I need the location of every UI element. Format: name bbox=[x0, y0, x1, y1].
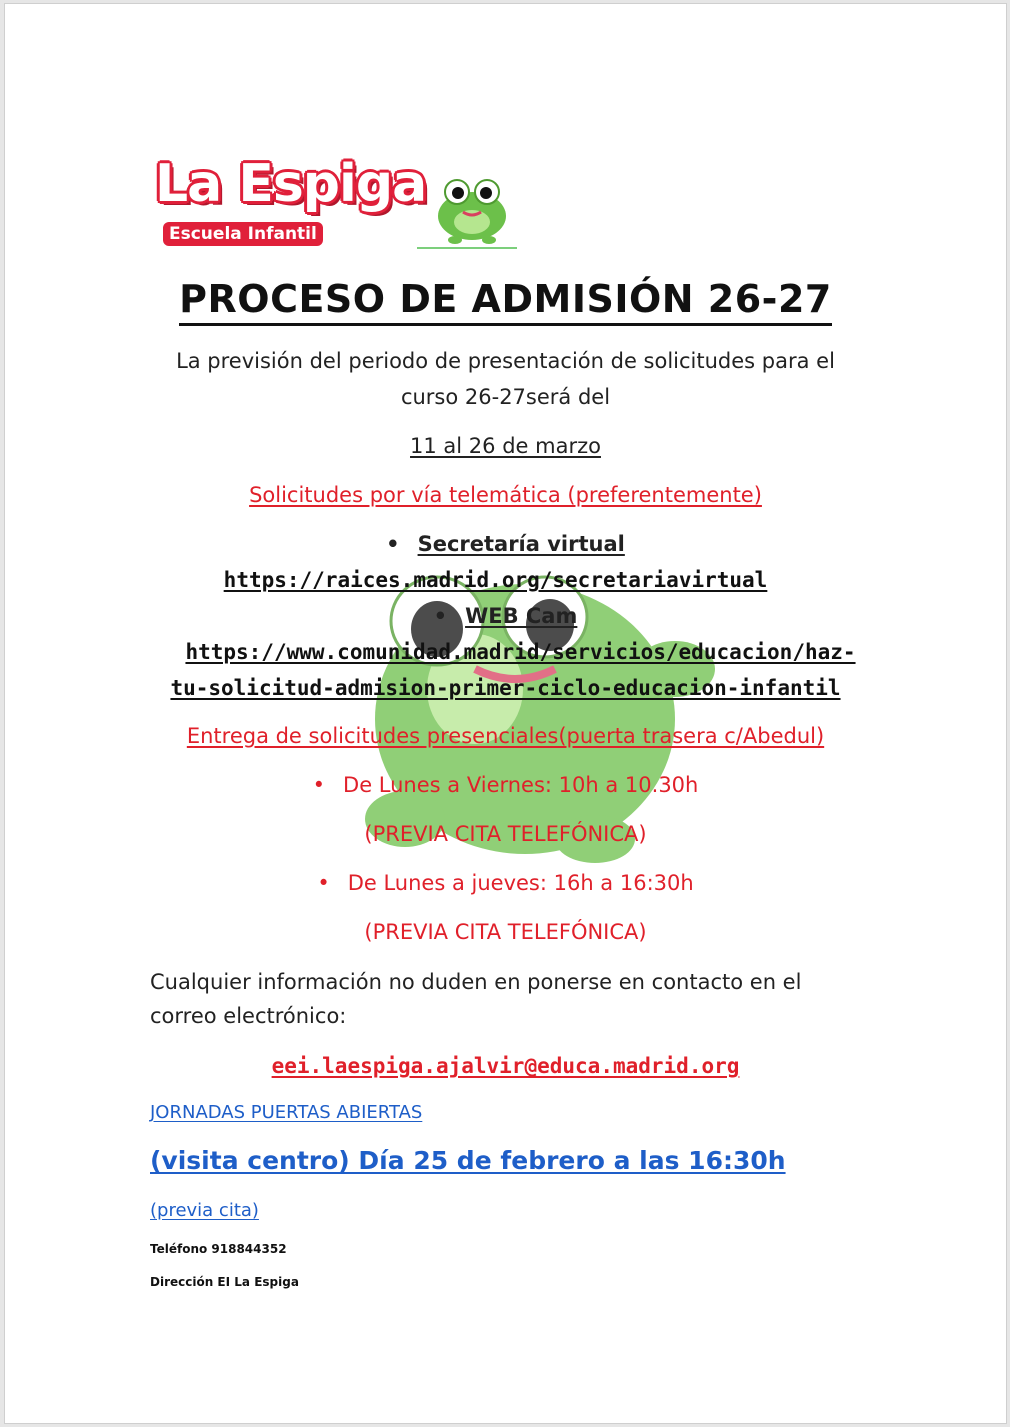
contact-line-2: correo electrónico: bbox=[150, 1004, 347, 1028]
slot-note-2: (PREVIA CITA TELEFÓNICA) bbox=[364, 920, 647, 944]
contact-email-link[interactable]: eei.laespiga.ajalvir@educa.madrid.org bbox=[271, 1054, 740, 1078]
slot-weekdays-morning: • De Lunes a Viernes: 10h a 10.30h bbox=[5, 773, 1006, 797]
slot-note-1: (PREVIA CITA TELEFÓNICA) bbox=[364, 822, 647, 846]
slot-weekdays-afternoon: • De Lunes a jueves: 16h a 16:30h bbox=[5, 871, 1006, 895]
frog-icon bbox=[433, 176, 511, 244]
in-person-heading: Entrega de solicitudes presenciales(puerta trasera c/Abedul) bbox=[186, 724, 825, 748]
webcam-link-line-2[interactable]: tu-solicitud-admision-primer-ciclo-educacion-infantil bbox=[170, 676, 841, 700]
page-title: PROCESO DE ADMISIÓN 26-27 bbox=[5, 277, 1006, 321]
document-page bbox=[4, 3, 1007, 1424]
webcam-link-line-1[interactable]: https://www.comunidad.madrid/servicios/educacion/haz- bbox=[185, 640, 856, 664]
footer-phone: Teléfono 918844352 bbox=[150, 1242, 287, 1256]
logo-underline bbox=[417, 247, 517, 249]
intro-line-2: curso 26-27será del bbox=[400, 385, 611, 409]
contact-line-1: Cualquier información no duden en ponerse en contacto en el bbox=[150, 970, 802, 994]
open-days-note: (previa cita) bbox=[150, 1200, 259, 1221]
secretaria-virtual-link[interactable]: https://raices.madrid.org/secretariavirtual bbox=[223, 568, 768, 592]
online-item-webcam[interactable]: • WEB Cam bbox=[5, 604, 1006, 628]
application-dates: 11 al 26 de marzo bbox=[410, 434, 601, 458]
online-item-secretaria[interactable]: • Secretaría virtual bbox=[5, 532, 1006, 556]
logo-subtitle: Escuela Infantil bbox=[163, 222, 323, 246]
open-days-visit: (visita centro) Día 25 de febrero a las 16:30h bbox=[150, 1146, 786, 1175]
footer-direction: Dirección EI La Espiga bbox=[150, 1275, 299, 1289]
logo-wordmark: La Espiga bbox=[155, 154, 427, 214]
intro-line-1: La previsión del periodo de presentación de solicitudes para el bbox=[176, 349, 835, 373]
open-days-heading: JORNADAS PUERTAS ABIERTAS bbox=[150, 1102, 423, 1123]
online-heading: Solicitudes por vía telemática (preferentemente) bbox=[249, 483, 762, 507]
